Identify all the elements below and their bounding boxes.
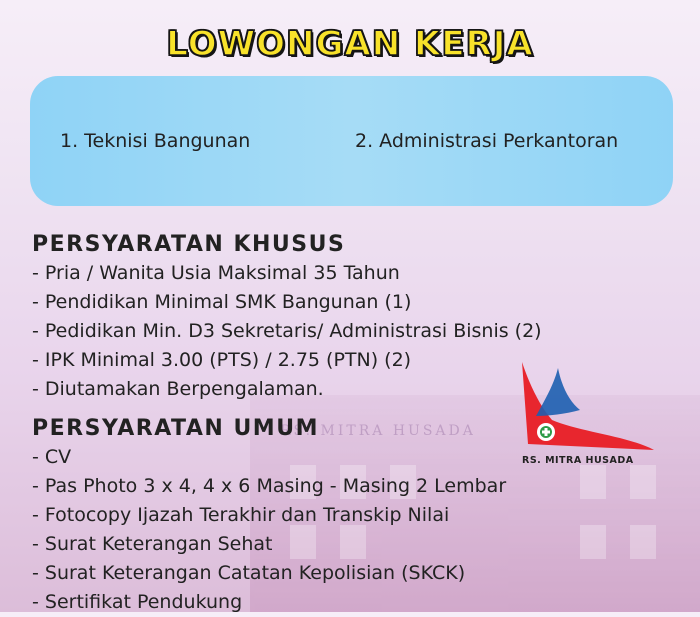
page-title: LOWONGAN KERJA — [166, 24, 534, 64]
special-requirements-list — [32, 259, 542, 404]
building-window — [630, 525, 656, 559]
building-window — [580, 465, 606, 499]
hospital-logo-icon — [518, 358, 658, 470]
list-item: - Sertifikat Pendukung — [32, 591, 243, 613]
building-window — [580, 525, 606, 559]
list-item: - Pendidikan Minimal SMK Bangunan (1) — [32, 291, 412, 313]
general-requirements-title: PERSYARATAN UMUM — [32, 416, 319, 441]
list-item: - Pas Photo 3 x 4, 4 x 6 Masing - Masing 2 Lembar — [32, 475, 507, 497]
list-item: - Diutamakan Berpengalaman. — [32, 378, 324, 400]
list-item: - Surat Keterangan Sehat — [32, 533, 273, 555]
building-sign: RS. MITRA HUSADA — [280, 423, 476, 439]
special-requirements-title: PERSYARATAN KHUSUS — [32, 232, 346, 257]
position-item: 2. Administrasi Perkantoran — [355, 130, 619, 152]
list-item: - CV — [32, 446, 72, 468]
position-item: 1. Teknisi Bangunan — [60, 130, 251, 152]
list-item: - Surat Keterangan Catatan Kepolisian (SKCK) — [32, 562, 466, 584]
list-item: - Pedidikan Min. D3 Sekretaris/ Administrasi Bisnis (2) — [32, 320, 542, 342]
list-item: - Pria / Wanita Usia Maksimal 35 Tahun — [32, 262, 400, 284]
building-window — [630, 465, 656, 499]
hospital-logo-text: RS. MITRA HUSADA — [522, 455, 634, 466]
list-item: - Fotocopy Ijazah Terakhir dan Transkip Nilai — [32, 504, 450, 526]
list-item: - IPK Minimal 3.00 (PTS) / 2.75 (PTN) (2) — [32, 349, 412, 371]
general-requirements-list — [32, 443, 506, 617]
